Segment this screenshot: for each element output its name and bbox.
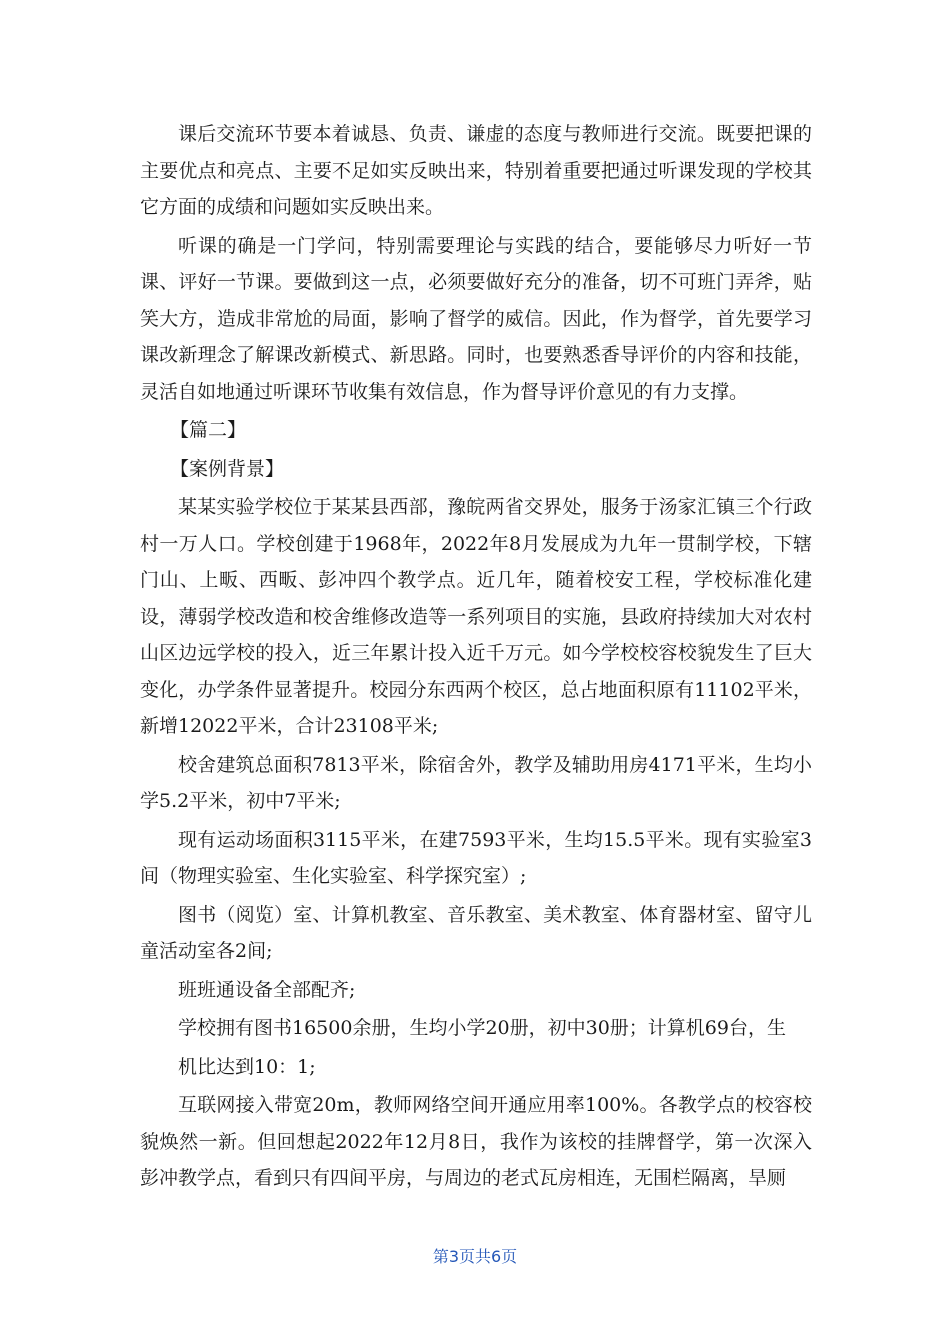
paragraph-lesson-observation: 听课的确是一门学问，特别需要理论与实践的结合，要能够尽力听好一节课、评好一节课。要做到这一点，必须要做好充分的准备，切不可班门弄斧，贴笑大方，造成非常尬的局面，影响了督学的威信。因此，作为督学，首先要学习课改新理念了解课改新模式、新思路。同时，也要熟悉香导评价的内容和技能，灵活自如地通过听课环节收集有效信息，作为督导评价意见的有力支撑。 (140, 234, 812, 403)
paragraph-sports-area: 现有运动场面积3115平米，在建7593平米，生均15.5平米。现有实验室3间（物理实验室、生化实验室、科学探究室）; (140, 828, 812, 887)
paragraph-rooms: 图书（阅览）室、计算机教室、音乐教室、美术教室、体育器材室、留守儿童活动室各2间; (140, 903, 812, 962)
paragraph-after-class-exchange: 课后交流环节要本着诚恳、负责、谦虚的态度与教师进行交流。既要把课的主要优点和亮点、主要不足如实反映出来，特别着重要把通过听课发现的学校其它方面的成绩和问题如实反映出来。 (140, 123, 812, 218)
paragraph-internet: 互联网接入带宽20m，教师网络空间开通应用率100%。各教学点的校容校貌焕然一新。但回想起2022年12月8日，我作为该校的挂牌督学，第一次深入彭冲教学点，看到只有四间平房，与周边的老式瓦房相连，无围栏隔离，旱厕 (140, 1094, 812, 1189)
page-number-footer: 第3页共6页 (432, 1247, 518, 1266)
paragraph-building-area: 校舍建筑总面积7813平米，除宿舍外，教学及辅助用房4171平米，生均小学5.2平米，初中7平米; (140, 753, 812, 812)
paragraph-ratio: 机比达到10：1; (178, 1055, 316, 1078)
paragraph-books-computers: 学校拥有图书16500余册，生均小学20册，初中30册；计算机69台，生 (178, 1017, 786, 1039)
paragraph-equipment: 班班通设备全部配齐; (178, 978, 356, 1001)
section-heading-case-background: 【案例背景】 (170, 457, 285, 480)
section-heading-part-two: 【篇二】 (170, 419, 247, 441)
document-body (140, 116, 812, 1199)
paragraph-school-overview: 某某实验学校位于某某县西部，豫皖两省交界处，服务于汤家汇镇三个行政村一万人口。学校创建于1968年，2022年8月发展成为九年一贯制学校，下辖门山、上畈、西畈、彭冲四个教学点。近几年，随着校安工程，学校标准化建设，薄弱学校改造和校舍维修改造等一系列项目的实施，县政府持续加大对农村山区边远学校的投入，近三年累计投入近千万元。如今学校校容校貌发生了巨大变化，办学条件显著提升。校园分东西两个校区，总占地面积原有11102平米，新增12022平米，合计23108平米; (140, 496, 812, 737)
